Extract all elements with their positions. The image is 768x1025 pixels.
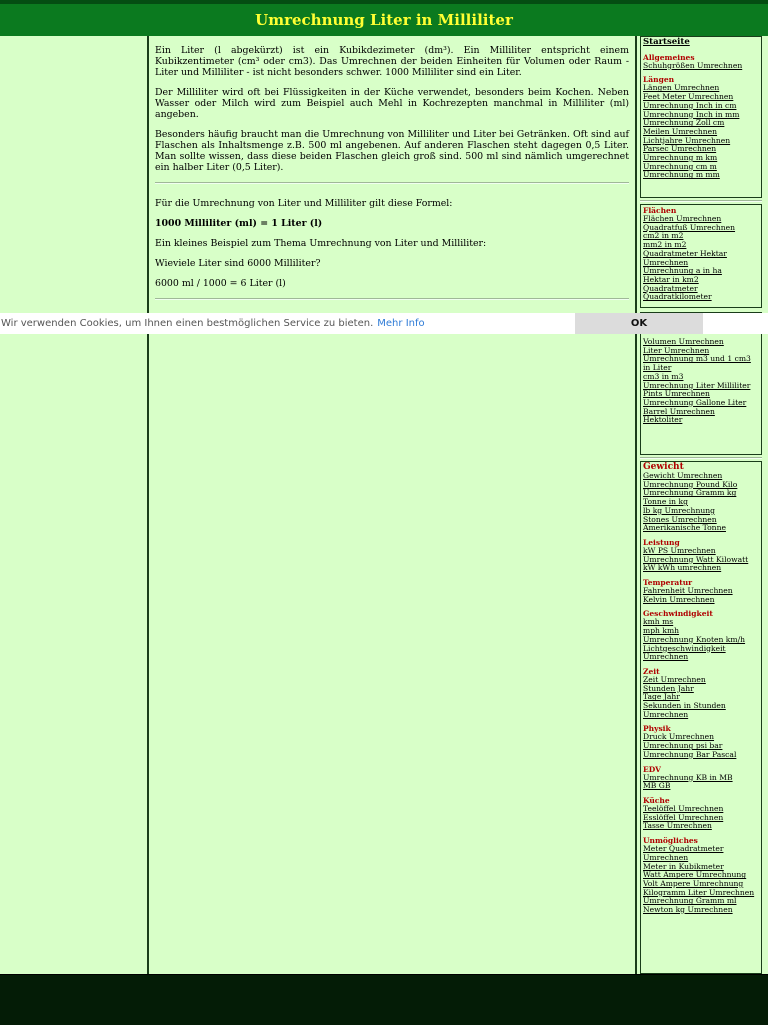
nav-link[interactable]: Stunden Jahr <box>643 683 694 693</box>
nav-link[interactable]: Schuhgrößen Umrechnen <box>643 60 743 70</box>
nav-category-title: Leistung <box>643 537 680 547</box>
page-title: Umrechnung Liter in Milliliter <box>255 11 513 29</box>
nav-category-title: Physik <box>643 724 671 734</box>
cookie-more-info-link[interactable]: Mehr Info <box>377 318 425 329</box>
nav-link[interactable]: Umrechnung m km <box>643 153 718 163</box>
nav-box-lengths <box>640 36 762 198</box>
nav-link[interactable]: Meter Quadratmeter Umrechnen <box>643 844 724 862</box>
nav-category-title: Zeit <box>643 666 660 676</box>
nav-category-title: Gewicht <box>643 462 684 472</box>
nav-link[interactable]: Umrechnung Gramm kg <box>643 488 737 498</box>
nav-link[interactable]: Teelöffel Umrechnen <box>643 803 724 813</box>
nav-link[interactable]: MB GB <box>643 781 671 791</box>
nav-link[interactable]: Umrechnung KB in MB <box>643 772 733 782</box>
nav-link[interactable]: Newton kg Umrechnen <box>643 905 733 915</box>
nav-link[interactable]: Druck Umrechnen <box>643 732 715 742</box>
paragraph-drinks: Besonders häufig braucht man die Umrechnung von Milliliter und Liter bei Getränken. Oft sind auf Flaschen als Inhaltsmenge z.B. 500 ml angebenen. Auf anderen Flaschen steht dagegen 0,5 Liter. Man sollte wissen, dass diese beiden Flaschen gleich groß sind. 500 ml sind nämlich umgerechnet ein halber Liter (0,5 Liter). <box>155 129 629 173</box>
nav-box-areas <box>640 204 762 308</box>
nav-link[interactable]: Barrel Umrechnen <box>643 406 715 416</box>
divider <box>155 182 629 184</box>
nav-link[interactable]: Längen Umrechnen <box>643 83 720 93</box>
nav-link[interactable]: Fahrenheit Umrechnen <box>643 586 733 596</box>
nav-link[interactable]: Flächen Umrechnen <box>643 214 722 223</box>
formula-intro: Für die Umrechnung von Liter und Milliliter gilt diese Formel: <box>155 198 453 209</box>
nav-link[interactable]: Parsec Umrechnen <box>643 144 717 154</box>
nav-link[interactable]: Meilen Umrechnen <box>643 126 718 136</box>
nav-link[interactable]: Liter Umrechnen <box>643 345 710 355</box>
nav-category-title: Flächen <box>643 206 677 215</box>
nav-link[interactable]: cm3 in m3 <box>643 371 684 381</box>
nav-link[interactable]: Umrechnung Zoll cm <box>643 118 725 128</box>
nav-category-title: Unmögliches <box>643 836 698 846</box>
example-answer: 6000 ml / 1000 = 6 Liter (l) <box>155 278 286 289</box>
nav-link[interactable]: Umrechnung Watt Kilowatt <box>643 554 749 564</box>
nav-link[interactable]: Umrechnung Gallone Liter <box>643 397 747 407</box>
nav-category-title: Geschwindigkeit <box>643 609 713 619</box>
nav-link-home[interactable]: Startseite <box>643 37 690 47</box>
nav-link[interactable]: Tonne in kg <box>643 497 688 507</box>
nav-link[interactable]: Stones Umrechnen <box>643 514 717 524</box>
nav-link[interactable]: kW PS Umrechnen <box>643 545 716 555</box>
nav-link[interactable]: Umrechnung Inch in cm <box>643 100 737 110</box>
cookie-ok-button[interactable]: OK <box>575 313 703 334</box>
nav-link[interactable]: kW kWh umrechnen <box>643 563 722 573</box>
formula: 1000 Milliliter (ml) = 1 Liter (l) <box>155 218 323 229</box>
cookie-banner <box>0 313 768 334</box>
left-column <box>0 36 149 974</box>
nav-link[interactable]: Sekunden in Stunden Umrechnen <box>643 701 726 719</box>
nav-category-title: Allgemeines <box>643 52 695 62</box>
cookie-message: Wir verwenden Cookies, um Ihnen einen bestmöglichen Service zu bieten. <box>1 318 374 329</box>
nav-category-title: Längen <box>643 75 675 85</box>
nav-link[interactable]: Lichtgeschwindigkeit Umrechnen <box>643 643 726 662</box>
nav-link[interactable]: Tage Jahr <box>643 692 680 702</box>
paragraph-intro: Ein Liter (l abgekürzt) ist ein Kubikdezimeter (dm³). Ein Milliliter entspricht einem Kubikzentimeter (cm³ oder cm3). Das Umrechnen der beiden Einheiten für Volumen oder Raum - Liter und Milliliter - ist nicht besonders schwer. 1000 Milliliter sind ein Liter. <box>155 45 629 78</box>
example-intro: Ein kleines Beispiel zum Thema Umrechnung von Liter und Milliliter: <box>155 238 487 249</box>
nav-link[interactable]: Umrechnung cm m <box>643 161 717 171</box>
nav-link[interactable]: Hektar in km2 <box>643 274 699 284</box>
nav-link[interactable]: Quadratmeter <box>643 283 698 293</box>
nav-link[interactable]: Pints Umrechnen <box>643 389 710 399</box>
nav-link[interactable]: Gewicht Umrechnen <box>643 471 723 480</box>
paragraph-kitchen: Der Milliliter wird oft bei Flüssigkeiten in der Küche verwendet, besonders beim Kochen. Neben Wasser oder Milch wird zum Beispiel auch Mehl in Kochrezepten manchmal in Milliliter (ml) angeben. <box>155 87 629 120</box>
right-sidebar <box>639 36 768 974</box>
nav-link[interactable]: Zeit Umrechnen <box>643 674 706 684</box>
nav-link[interactable]: Esslöffel Umrechnen <box>643 812 724 822</box>
nav-link[interactable]: Umrechnung Liter Milliliter <box>643 380 751 390</box>
nav-link[interactable]: cm2 in m2 <box>643 231 684 241</box>
page-header <box>0 0 768 36</box>
nav-link[interactable]: Umrechnung psi bar <box>643 741 723 751</box>
nav-category-title: Temperatur <box>643 578 693 588</box>
nav-link[interactable]: Feet Meter Umrechnen <box>643 92 734 102</box>
nav-link[interactable]: Volt Ampere Umrechnung <box>643 878 744 888</box>
divider <box>155 298 629 300</box>
content-frame <box>0 36 768 974</box>
nav-link[interactable]: mph kmh <box>643 626 680 636</box>
nav-link[interactable]: Umrechnung Gramm ml <box>643 896 737 906</box>
nav-link[interactable]: lb kg Umrechnung <box>643 505 715 515</box>
nav-box-units <box>640 461 762 974</box>
nav-link[interactable]: Umrechnung Bar Pascal <box>643 749 737 759</box>
page-footer <box>0 974 768 1025</box>
nav-link[interactable]: Quadratfuß Umrechnen <box>643 222 736 232</box>
example-question: Wieviele Liter sind 6000 Milliliter? <box>155 258 321 269</box>
main-content <box>150 36 637 974</box>
nav-link[interactable]: mm2 in m2 <box>643 240 687 250</box>
nav-link[interactable]: Kelvin Umrechnen <box>643 594 715 604</box>
nav-link[interactable]: Quadratkilometer <box>643 292 712 302</box>
nav-link[interactable]: Kilogramm Liter Umrechnen <box>643 887 755 897</box>
nav-link[interactable]: Umrechnung m3 und 1 cm3 in Liter <box>643 354 751 373</box>
nav-separator <box>640 200 762 202</box>
nav-link[interactable]: Meter in Kubikmeter <box>643 861 724 871</box>
nav-link[interactable]: Tasse Umrechnen <box>643 821 712 831</box>
nav-link[interactable]: Umrechnung m mm <box>643 170 720 180</box>
nav-link[interactable]: Umrechnung Inch in mm <box>643 109 740 119</box>
nav-category-title: EDV <box>643 764 661 774</box>
nav-link[interactable]: Amerikanische Tonne <box>643 523 726 533</box>
nav-link[interactable]: kmh ms <box>643 617 674 627</box>
nav-category-title: Küche <box>643 795 670 805</box>
nav-link[interactable]: Watt Ampere Umrechnung <box>643 870 747 880</box>
nav-link[interactable]: Volumen Umrechnen <box>643 337 724 346</box>
nav-link[interactable]: Quadratmeter Hektar Umrechnen <box>643 248 727 267</box>
nav-link[interactable]: Umrechnung Pound Kilo <box>643 479 738 489</box>
nav-separator <box>640 457 762 459</box>
nav-link[interactable]: Hektoliter <box>643 415 683 425</box>
nav-link[interactable]: Umrechnung a in ha <box>643 266 722 276</box>
nav-link[interactable]: Lichtjahre Umrechnen <box>643 135 731 145</box>
nav-link[interactable]: Umrechnung Knoten km/h <box>643 634 746 644</box>
